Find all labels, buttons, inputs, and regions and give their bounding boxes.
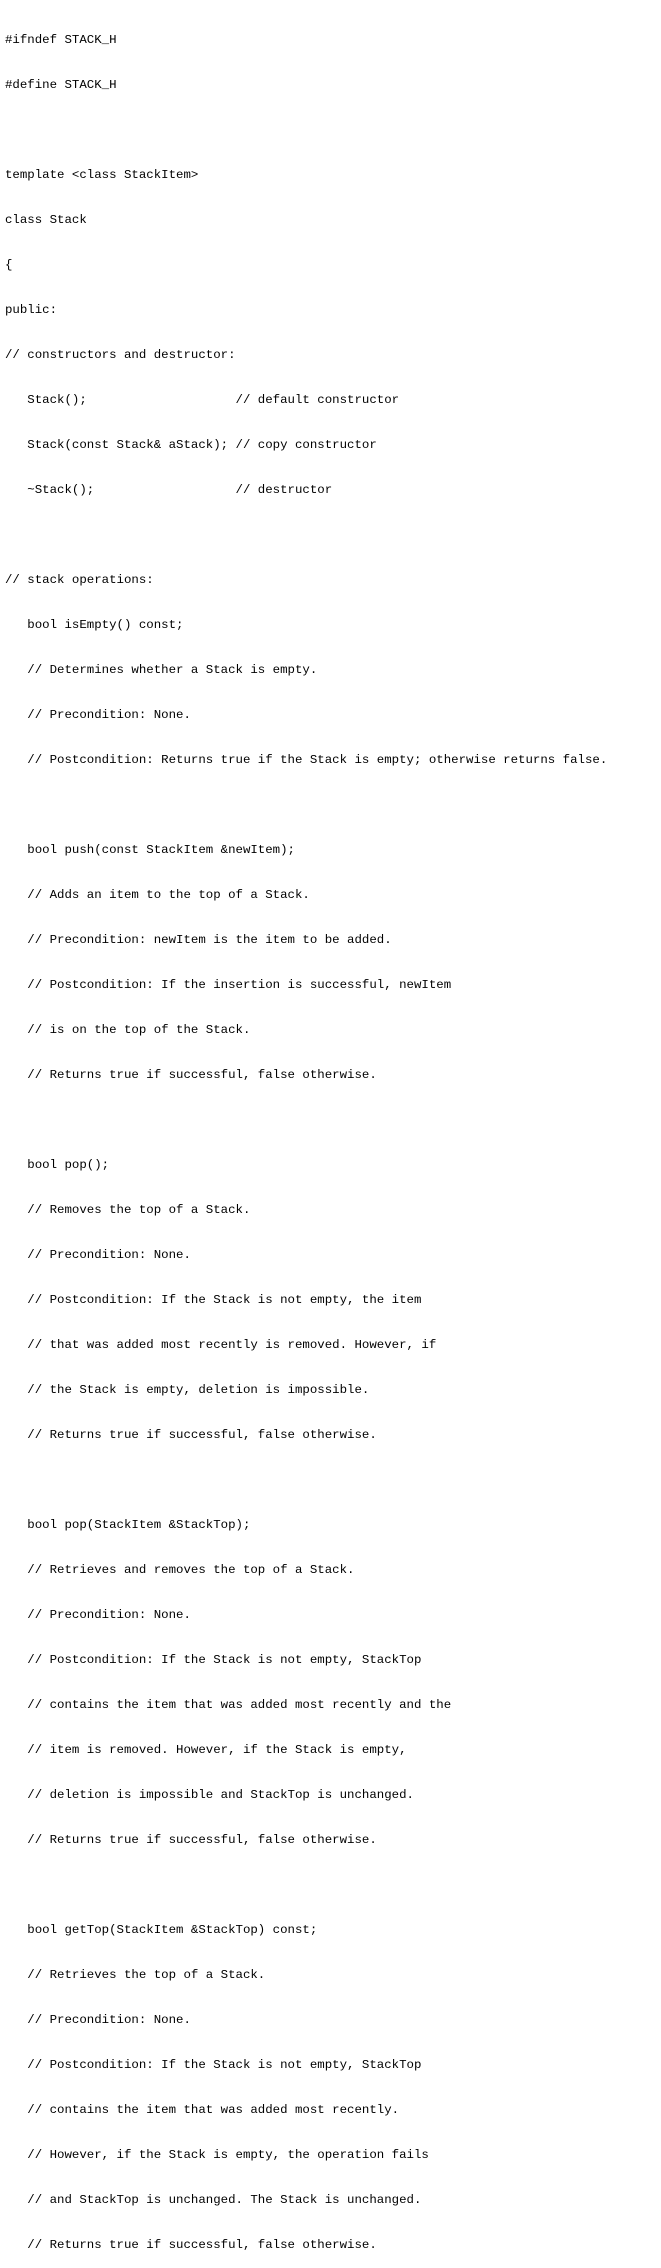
code-line: // Postcondition: If the Stack is not empty, the item — [5, 1293, 422, 1307]
code-line: // Precondition: None. — [5, 1248, 191, 1262]
code-line — [5, 1113, 661, 1128]
code-line: bool pop(StackItem &StackTop); — [5, 1518, 251, 1532]
code-line: // stack operations: — [5, 573, 154, 587]
code-line: bool isEmpty() const; — [5, 618, 184, 632]
code-line: // However, if the Stack is empty, the operation fails — [5, 2148, 429, 2162]
code-line: // Precondition: newItem is the item to be added. — [5, 933, 392, 947]
code-line — [5, 798, 661, 813]
code-line: // that was added most recently is removed. However, if — [5, 1338, 437, 1352]
code-line: // Retrieves and removes the top of a Stack. — [5, 1563, 355, 1577]
code-line: // is on the top of the Stack. — [5, 1023, 251, 1037]
code-line: // Postcondition: If the insertion is successful, newItem — [5, 978, 452, 992]
code-line: // Returns true if successful, false otherwise. — [5, 1068, 377, 1082]
code-line: // Precondition: None. — [5, 708, 191, 722]
code-line: // and StackTop is unchanged. The Stack is unchanged. — [5, 2193, 422, 2207]
code-line: // the Stack is empty, deletion is impossible. — [5, 1383, 370, 1397]
code-line: #ifndef STACK_H — [5, 33, 117, 47]
code-line: // contains the item that was added most recently and the — [5, 1698, 452, 1712]
code-line: // item is removed. However, if the Stack is empty, — [5, 1743, 407, 1757]
code-line: // Postcondition: Returns true if the Stack is empty; otherwise returns false. — [5, 753, 608, 767]
code-line — [5, 1878, 661, 1893]
code-line: Stack(const Stack& aStack); // copy constructor — [5, 438, 377, 452]
code-line: // Precondition: None. — [5, 1608, 191, 1622]
code-line: template <class StackItem> — [5, 168, 199, 182]
code-line: ~Stack(); // destructor — [5, 483, 333, 497]
code-line: Stack(); // default constructor — [5, 393, 400, 407]
code-line — [5, 123, 661, 138]
code-line: class Stack — [5, 213, 87, 227]
code-line: // Precondition: None. — [5, 2013, 191, 2027]
code-line — [5, 1473, 661, 1488]
code-line: // Postcondition: If the Stack is not empty, StackTop — [5, 1653, 422, 1667]
code-line: bool push(const StackItem &newItem); — [5, 843, 295, 857]
code-line: // Returns true if successful, false otherwise. — [5, 1428, 377, 1442]
code-line: bool pop(); — [5, 1158, 110, 1172]
code-line: public: — [5, 303, 58, 317]
code-line: bool getTop(StackItem &StackTop) const; — [5, 1923, 318, 1937]
code-line — [5, 528, 661, 543]
code-line: // deletion is impossible and StackTop is unchanged. — [5, 1788, 414, 1802]
code-line: // Retrieves the top of a Stack. — [5, 1968, 266, 1982]
code-line: // Postcondition: If the Stack is not empty, StackTop — [5, 2058, 422, 2072]
code-line: #define STACK_H — [5, 78, 117, 92]
code-line: // Adds an item to the top of a Stack. — [5, 888, 310, 902]
code-line: // contains the item that was added most recently. — [5, 2103, 400, 2117]
code-line: // Determines whether a Stack is empty. — [5, 663, 318, 677]
code-line: // Returns true if successful, false otherwise. — [5, 1833, 377, 1847]
code-line: { — [5, 258, 13, 272]
code-line: // constructors and destructor: — [5, 348, 236, 362]
code-line: // Returns true if successful, false otherwise. — [5, 2238, 377, 2252]
code-line: // Removes the top of a Stack. — [5, 1203, 251, 1217]
